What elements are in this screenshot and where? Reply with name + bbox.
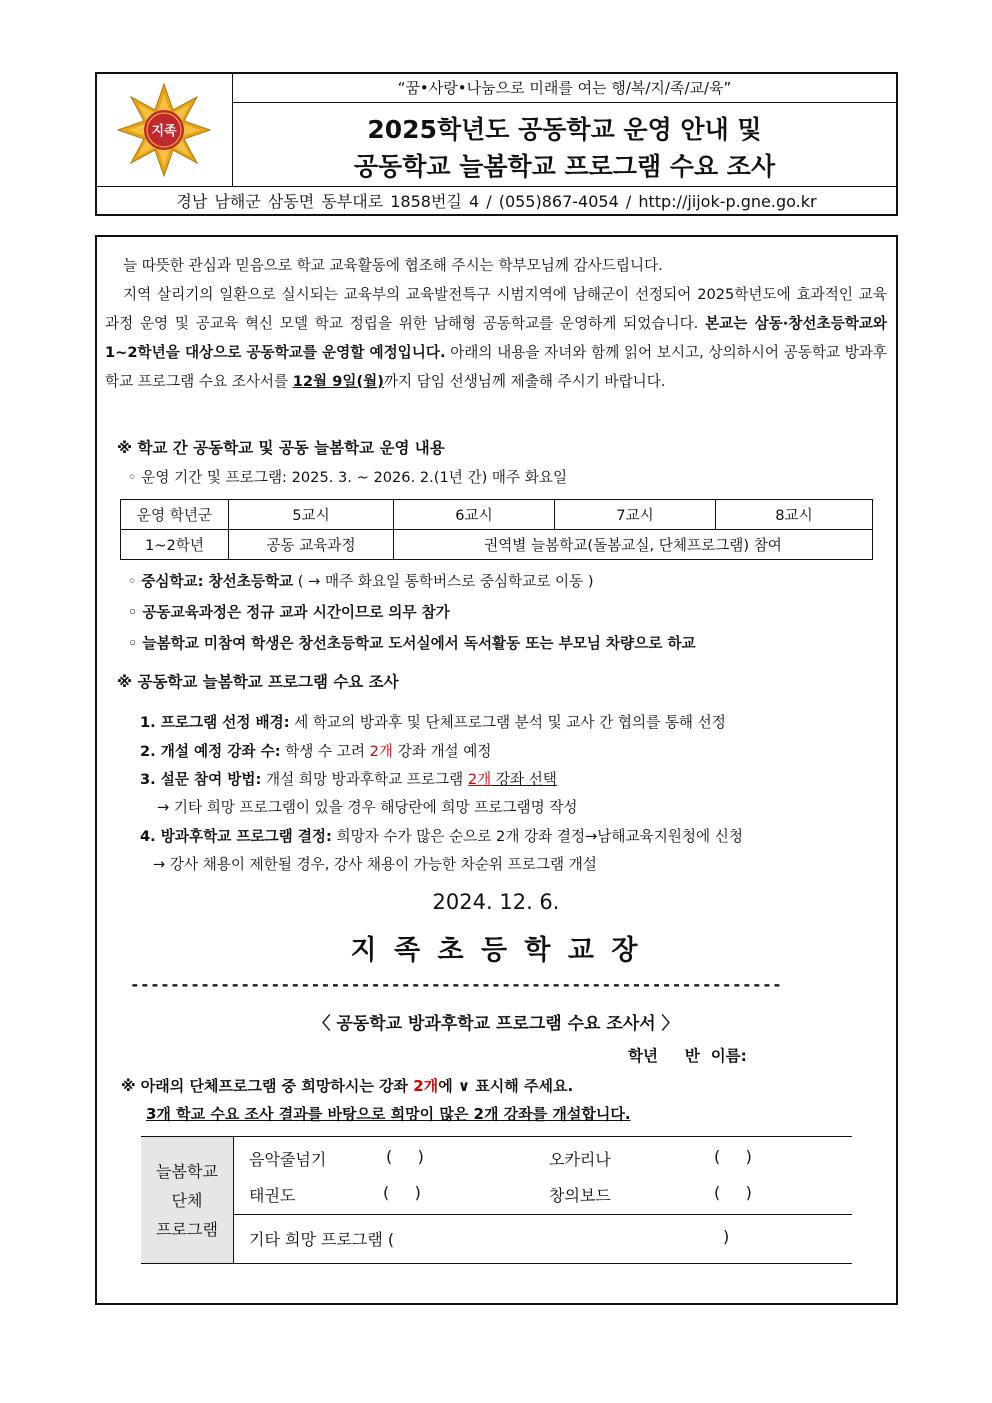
table-cell: 1~2학년: [121, 530, 229, 560]
category-line: 프로그램: [156, 1219, 218, 1239]
page-title-line1: 2025학년도 공동학교 운영 안내 및: [367, 115, 762, 144]
table-cell: 공동 교육과정: [229, 530, 394, 560]
instruction-text: 에 ∨ 표시해 주세요.: [438, 1077, 574, 1095]
option-creative-board: 창의보드: [549, 1186, 611, 1205]
course-count: 2개: [467, 771, 492, 788]
hub-school-label: 중심학교: 창선초등학교: [141, 573, 294, 590]
sun-emblem-icon: [97, 74, 232, 186]
school-address: 경남 남해군 삼동면 동부대로 1858번길 4 / (055)867-4054 / http://jijok-p.gne.go.kr: [97, 186, 896, 217]
table-header-row: [121, 500, 873, 530]
survey-item-4-sub: → 강사 채용이 제한될 경우, 강사 채용이 가능한 차순위 프로그램 개설: [153, 856, 597, 873]
other-program-close: ): [723, 1227, 730, 1246]
form-instruction: [121, 1075, 573, 1096]
checkbox-creative-board[interactable]: ( ): [714, 1183, 752, 1202]
checkbox-taekwondo[interactable]: ( ): [383, 1183, 421, 1202]
due-date: 12월 9일(월): [292, 373, 384, 390]
student-info-field[interactable]: 학년 반 이름:: [628, 1047, 747, 1065]
item-text: 강좌 개설 예정: [392, 743, 492, 760]
item-label: 2. 개설 예정 강좌 수:: [140, 743, 281, 760]
other-program-input[interactable]: [425, 1226, 715, 1246]
section1-heading: ※ 학교 간 공동학교 및 공동 늘봄학교 운영 내용: [117, 439, 445, 457]
logo-text: 지족: [151, 124, 177, 139]
letterhead: [95, 72, 898, 216]
schedule-table: [120, 499, 873, 560]
table-header: 5교시: [229, 500, 394, 530]
checkbox-ocarina[interactable]: ( ): [714, 1147, 752, 1166]
intro-text-bold: 본교는 삼동·창선초등학교와 1~2학년을 대상으로 공동학교를 운영할 예정입니다.: [105, 315, 887, 361]
intro-paragraph-1: 늘 따뜻한 관심과 믿음으로 학교 교육활동에 협조해 주시는 학부모님께 감사드립니다.: [123, 257, 663, 274]
bullet-marker: ◦: [128, 573, 142, 590]
table-cell: 권역별 늘봄학교(돌봄교실, 단체프로그램) 참여: [394, 530, 873, 560]
school-logo: [97, 74, 233, 186]
item-label: 1. 프로그램 선정 배경:: [140, 714, 290, 731]
item-text: 개설 희망 방과후학교 프로그램: [261, 771, 468, 788]
course-count: 2개: [369, 743, 393, 760]
option-taekwondo: 태권도: [249, 1186, 296, 1205]
cut-line: -----------------------------------------------------------------: [130, 975, 783, 994]
survey-item-4: [140, 825, 743, 846]
intro-paragraph-2: [105, 280, 887, 396]
section2-heading: ※ 공동학교 늘봄학교 프로그램 수요 조사: [117, 673, 399, 691]
bullet-mandatory: ◦ 공동교육과정은 정규 교과 시간이므로 의무 참가: [128, 604, 450, 621]
form-title: 〈 공동학교 방과후학교 프로그램 수요 조사서 〉: [313, 1014, 679, 1034]
form-instruction-2: 3개 학교 수요 조사 결과를 바탕으로 희망이 많은 2개 강좌를 개설합니다.: [146, 1105, 631, 1123]
bullet-nonparticipants: ◦ 늘봄학교 미참여 학생은 창선초등학교 도서실에서 독서활동 또는 부모님 차량으로 하교: [128, 635, 696, 652]
divider: [233, 1214, 852, 1215]
other-program-label: 기타 희망 프로그램 (: [249, 1230, 395, 1249]
select-count: 2개: [413, 1077, 439, 1095]
table-header: 7교시: [555, 500, 716, 530]
letter-date: 2024. 12. 6.: [432, 890, 560, 914]
hub-school-note: ( → 매주 화요일 통학버스로 중심학교로 이동 ): [293, 573, 594, 590]
table-row: [121, 530, 873, 560]
item-text: 세 학교의 방과후 및 단체프로그램 분석 및 교사 간 협의를 통해 선정: [289, 714, 726, 731]
bullet-hub-school: [128, 570, 594, 591]
survey-item-2: [140, 740, 492, 761]
survey-item-1: [140, 711, 726, 732]
item-text: 강좌 선택: [491, 771, 557, 788]
operation-period: ◦ 운영 기간 및 프로그램: 2025. 3. ~ 2026. 2.(1년 간) 매주 화요일: [128, 469, 568, 486]
table-header: 운영 학년군: [121, 500, 229, 530]
intro-text-b: 아래의 내용을 자녀와 함께 읽어 보시고, 상의하시어 공동학교 방과후학교 프로그램 수요 조사서를: [105, 344, 887, 390]
option-music-jump-rope: 음악줄넘기: [249, 1150, 327, 1169]
table-header: 6교시: [394, 500, 555, 530]
program-category: [141, 1137, 234, 1263]
category-line: 늘봄학교: [156, 1161, 218, 1181]
intro-text-c: 까지 담임 선생님께 제출해 주시기 바랍니다.: [383, 373, 666, 390]
table-header: 8교시: [716, 500, 873, 530]
category-line: 단체: [171, 1190, 203, 1210]
school-slogan: “꿈•사랑•나눔으로 미래를 여는 행/복/지/족/교/육”: [233, 74, 896, 103]
survey-item-3-sub: → 기타 희망 프로그램이 있을 경우 해당란에 희망 프로그램명 작성: [157, 799, 578, 816]
instruction-text: ※ 아래의 단체프로그램 중 희망하시는 강좌: [121, 1077, 414, 1095]
item-label: 3. 설문 참여 방법:: [140, 771, 262, 788]
checkbox-music-jump-rope[interactable]: ( ): [386, 1147, 424, 1166]
intro-text-a: 지역 살리기의 일환으로 실시되는 교육부의 교육발전특구 시범지역에 남해군이 선정되어 2025학년도에 효과적인 교육과정 운영 및 공교육 혁신 모델 학교 정립을 위한 남해형 공동학교를 운영하게 되었습니다.: [105, 286, 887, 332]
page-title-line2: 공동학교 늘봄학교 프로그램 수요 조사: [353, 152, 776, 181]
item-text: 학생 수 고려: [280, 743, 370, 760]
option-ocarina: 오카리나: [549, 1150, 611, 1169]
principal-signature: 지 족 초 등 학 교 장: [350, 935, 642, 966]
item-text: 희망자 수가 많은 순으로 2개 강좌 결정→남해교육지원청에 신청: [331, 828, 743, 845]
item-label: 4. 방과후학교 프로그램 결정:: [140, 828, 332, 845]
survey-item-3: [140, 768, 557, 789]
